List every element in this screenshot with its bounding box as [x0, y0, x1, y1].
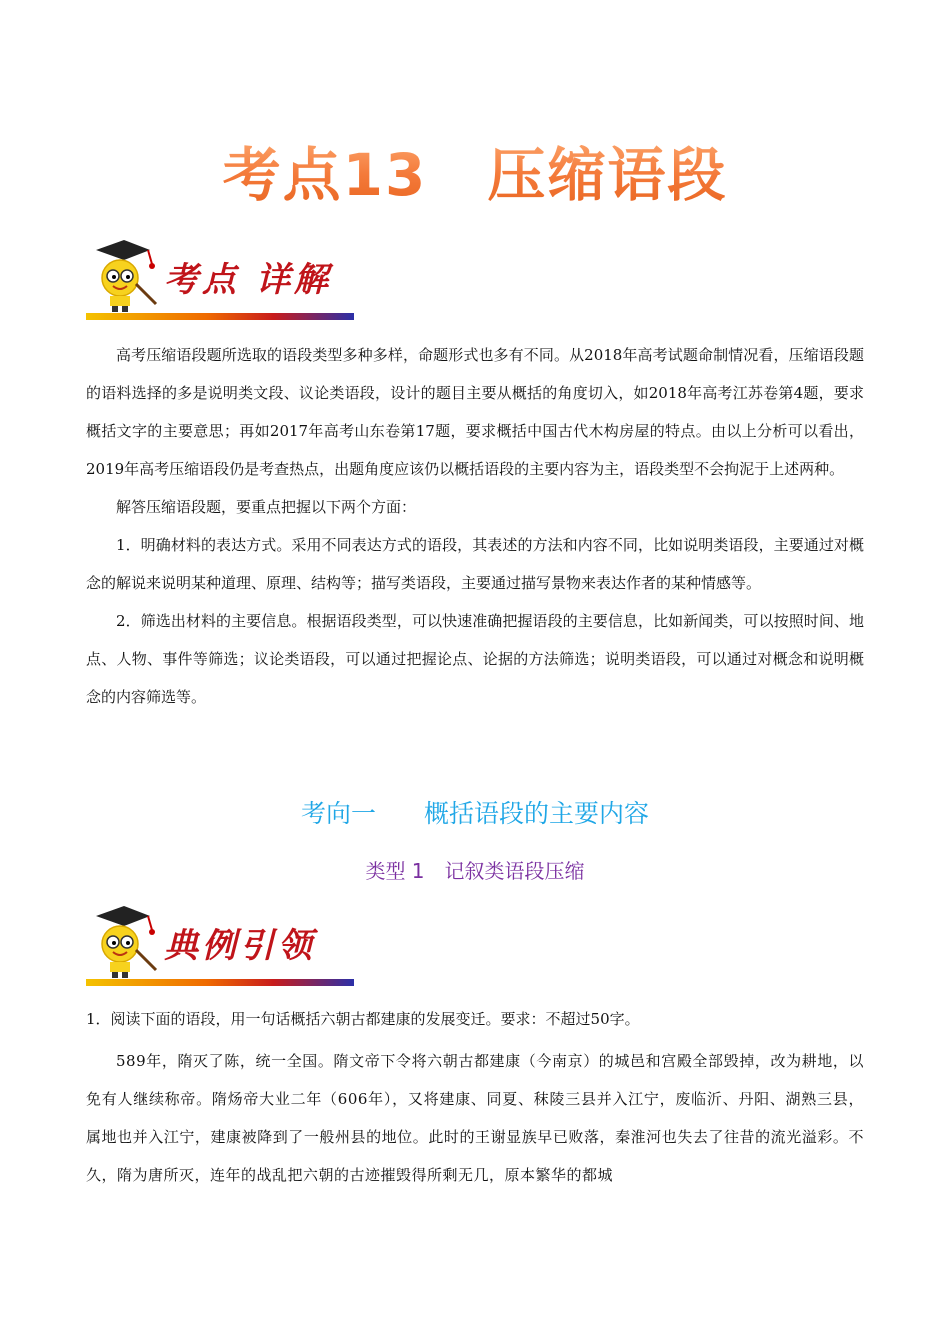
mascot-icon — [86, 238, 176, 320]
subsection-heading — [0, 855, 950, 884]
banner-label: 典例引领 — [164, 926, 316, 966]
section-banner-kaodian — [86, 238, 356, 320]
mascot-icon — [86, 904, 176, 986]
section-heading — [0, 794, 950, 830]
intro-paragraph-3: 1．明确材料的表达方式。采用不同表达方式的语段，其表述的方法和内容不同，比如说明类语段，主要通过对概念的解说来说明某种道理、原理、结构等；描写类语段，主要通过描写景物来表达作者的某种情感等。 — [86, 536, 864, 592]
banner-underline — [86, 979, 354, 986]
subsection-label: 类型 1 — [365, 859, 425, 883]
section-text: 概括语段的主要内容 — [424, 799, 650, 828]
page-title — [0, 128, 950, 212]
banner-underline — [86, 313, 354, 320]
passage-text: 589年，隋灭了陈，统一全国。隋文帝下令将六朝古都建康（今南京）的城邑和宫殿全部毁掉，改为耕地，以免有人继续称帝。隋炀帝大业二年（606年），又将建康、同夏、秣陵三县并入江宁，废临沂、丹阳、湖熟三县，属地也并入江宁，建康被降到了一般州县的地位。此时的王谢显族早已败落，秦淮河也失去了往昔的流光溢彩。不久，隋为唐所灭，连年的战乱把六朝的古迹摧毁得所剩无几，原本繁华的都城 — [86, 1052, 864, 1184]
title-part1: 考点13 — [222, 141, 428, 209]
section-banner-dianli — [86, 904, 356, 986]
intro-paragraph-4: 2．筛选出材料的主要信息。根据语段类型，可以快速准确把握语段的主要信息，比如新闻类，可以按照时间、地点、人物、事件等筛选；议论类语段，可以通过把握论点、论据的方法筛选；说明类语段，可以通过对概念和说明概念的内容筛选等。 — [86, 612, 864, 706]
question-prompt: 1．阅读下面的语段，用一句话概括六朝古都建康的发展变迁。要求：不超过50字。 — [86, 1010, 640, 1028]
banner-label: 考点 详解 — [164, 260, 332, 300]
example-passage — [86, 1042, 864, 1194]
intro-paragraph-2: 解答压缩语段题，要重点把握以下两个方面： — [116, 498, 417, 516]
intro-paragraph-1: 高考压缩语段题所选取的语段类型多种多样，命题形式也多有不同。从2018年高考试题命制情况看，压缩语段题的语料选择的多是说明类文段、议论类语段，设计的题目主要从概括的角度切入，如2018年高考江苏卷第4题，要求概括文字的主要意思；再如2017年高考山东卷第17题，要求概括中国古代木构房屋的特点。由以上分析可以看出，2019年高考压缩语段仍是考查热点，出题角度应该仍以概括语段的主要内容为主，语段类型不会拘泥于上述两种。 — [86, 346, 864, 478]
intro-section — [86, 336, 864, 716]
title-part2: 压缩语段 — [487, 141, 728, 209]
section-label: 考向一 — [300, 799, 376, 828]
subsection-text: 记叙类语段压缩 — [444, 859, 585, 883]
